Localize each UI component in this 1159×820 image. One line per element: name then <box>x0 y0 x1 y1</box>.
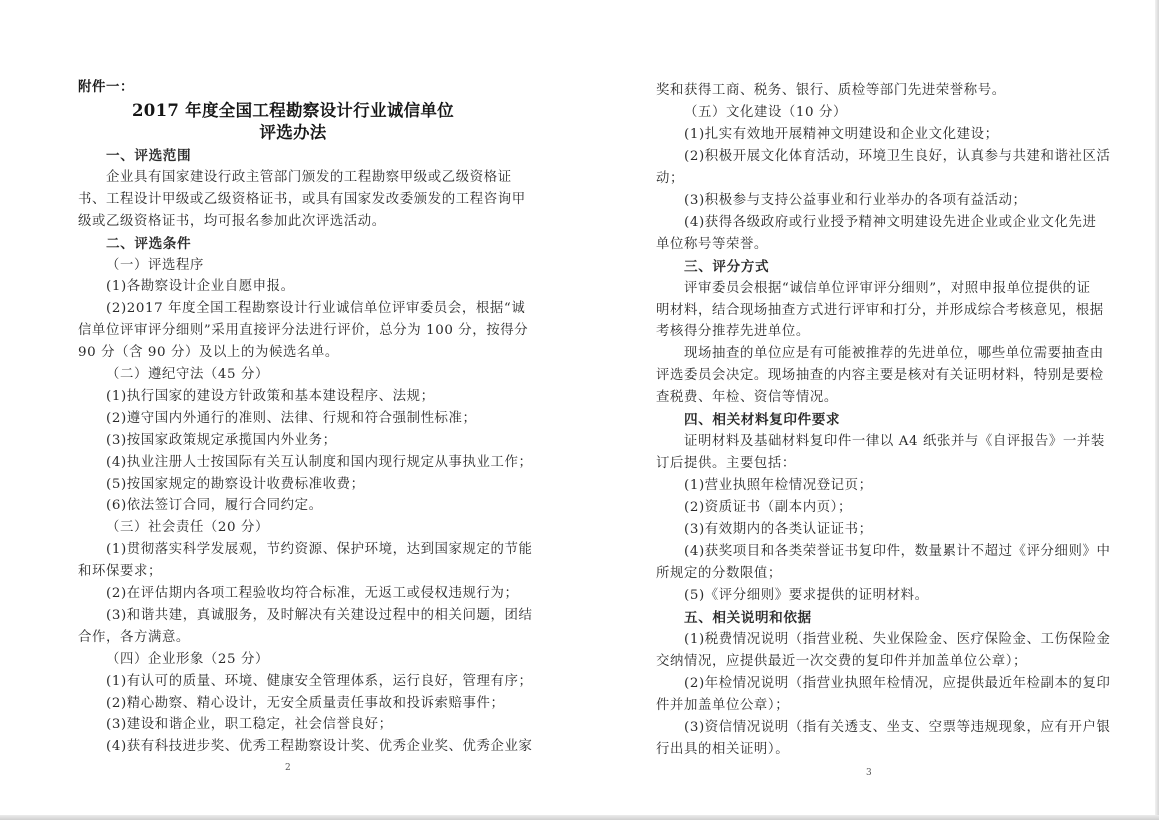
text-line: (1)各勘察设计企业自愿申报。 <box>106 279 295 295</box>
section-heading: 二、评选条件 <box>106 235 192 252</box>
text-line: 90 分（含 90 分）及以上的为候选名单。 <box>78 345 339 361</box>
text-line: 动； <box>656 170 684 186</box>
text-line: 奖和获得工商、税务、银行、质检等部门先进荣誉称号。 <box>656 83 1006 98</box>
text-line: 级或乙级资格证书，均可报名参加此次评选活动。 <box>78 213 386 229</box>
text-line: (3)建设和谐企业，职工稳定，社会信誉良好； <box>106 717 393 733</box>
text-line: 合作，各方满意。 <box>78 629 190 645</box>
text-line: (1)营业执照年检情况登记页； <box>684 478 873 494</box>
text-line: (3)有效期内的各类认证证书； <box>684 522 873 537</box>
text-line: 证明材料及基础材料复印件一律以 A4 纸张并与《自评报告》一并装 <box>684 434 1105 450</box>
page-edge-shadow-right <box>1155 0 1159 820</box>
subsection-heading: （二）遵纪守法（45 分） <box>106 367 270 382</box>
subsection-heading: （五）文化建设（10 分） <box>684 104 848 120</box>
page-number-left: 2 <box>285 763 291 773</box>
text-line: (4)获得各级政府或行业授予精神文明建设先进企业或企业文化先进 <box>684 214 1097 230</box>
text-line: 评审委员会根据“诚信单位评审评分细则”，对照申报单位提供的证 <box>684 280 1091 296</box>
section-heading: 五、相关说明和依据 <box>684 609 812 626</box>
text-line: 件并加盖单位公章）； <box>656 697 790 713</box>
text-line: (2)年检情况说明（指营业执照年检情况，应提供最近年检副本的复印 <box>684 675 1111 691</box>
text-line: (1)税费情况说明（指营业税、失业保险金、医疗保险金、工伤保险金 <box>684 631 1111 647</box>
text-line: 订后提供。主要包括： <box>656 456 796 472</box>
text-line: 评选委员会决定。现场抽查的内容主要是核对有关证明材料，特别是要检 <box>656 368 1104 384</box>
page-edge-shadow-bottom <box>0 815 1159 820</box>
subsection-heading: （三）社会责任（20 分） <box>106 520 270 536</box>
text-line: (3)按国家政策规定承揽国内外业务； <box>106 432 337 448</box>
document-subtitle: 评选办法 <box>259 123 327 142</box>
text-line: (4)获有科技进步奖、优秀工程勘察设计奖、优秀企业奖、优秀企业家 <box>106 739 533 755</box>
text-line: (1)执行国家的建设方针政策和基本建设程序、法规； <box>106 388 435 404</box>
text-line: (6)依法签订合同，履行合同约定。 <box>106 498 323 514</box>
text-line: (1)有认可的质量、环境、健康安全管理体系，运行良好，管理有序； <box>106 673 533 689</box>
text-line: (2)精心勘察、精心设计，无安全质量责任事故和投诉索赔事件； <box>106 695 505 711</box>
section-heading: 四、相关材料复印件要求 <box>684 412 841 429</box>
document-title: 2017 年度全国工程勘察设计行业诚信单位 <box>132 101 454 120</box>
text-line: 现场抽查的单位应是有可能被推荐的先进单位，哪些单位需要抽查由 <box>684 346 1104 362</box>
text-line: (4)获奖项目和各类荣誉证书复印件，数量累计不超过《评分细则》中 <box>684 543 1111 559</box>
text-line: (4)执业注册人士按国际有关互认制度和国内现行规定从事执业工作； <box>106 454 533 470</box>
text-line: 行出具的相关证明）。 <box>656 741 790 757</box>
text-line: 企业具有国家建设行政主管部门颁发的工程勘察甲级或乙级资格证 <box>106 169 512 185</box>
text-line: 考核得分推荐先进单位。 <box>656 324 810 340</box>
text-line: 和环保要求； <box>78 564 162 580</box>
subsection-heading: （四）企业形象（25 分） <box>106 651 270 667</box>
text-line: (1)贯彻落实科学发展观，节约资源、保护环境，达到国家规定的节能 <box>106 542 533 558</box>
text-line: (3)积极参与支持公益事业和行业举办的各项有益活动； <box>684 192 1027 208</box>
text-line: (2)2017 年度全国工程勘察设计行业诚信单位评审委员会，根据“诚 <box>106 301 526 317</box>
text-line: (2)在评估期内各项工程验收均符合标准，无返工或侵权违规行为； <box>106 586 519 601</box>
text-line: 信单位评审评分细则”采用直接评分法进行评价，总分为 100 分，按得分 <box>78 323 529 339</box>
subsection-heading: （一）评选程序 <box>106 257 204 273</box>
text-line: (5)《评分细则》要求提供的证明材料。 <box>684 587 929 603</box>
text-line: 所规定的分数限值； <box>656 565 782 581</box>
text-line: 交纳情况，应提供最近一次交费的复印件并加盖单位公章）； <box>656 653 1028 669</box>
section-heading: 一、评选范围 <box>106 148 192 164</box>
attachment-label: 附件一： <box>78 79 134 95</box>
text-line: (3)资信情况说明（指有关透支、坐支、空票等违规现象，应有开户银 <box>684 719 1111 735</box>
text-line: (2)资质证书（副本内页）； <box>684 500 852 516</box>
page-number-right: 3 <box>866 768 872 778</box>
section-heading: 三、评分方式 <box>684 258 770 275</box>
text-line: (1)扎实有效地开展精神文明建设和企业文化建设； <box>684 126 999 142</box>
text-line: (5)按国家规定的勘察设计收费标准收费； <box>106 476 365 492</box>
text-line: 明材料，结合现场抽查方式进行评审和打分，并形成综合考核意见，根据 <box>656 302 1104 318</box>
text-line: 单位称号等荣誉。 <box>656 236 768 252</box>
text-line: 查税费、年检、资信等情况。 <box>656 390 838 406</box>
text-line: (3)和谐共建，真诚服务，及时解决有关建设过程中的相关问题，团结 <box>106 607 533 623</box>
text-line: (2)遵守国内外通行的准则、法律、行规和符合强制性标准； <box>106 410 477 426</box>
text-line: (2)积极开展文化体育活动，环境卫生良好，认真参与共建和谐社区活 <box>684 148 1111 164</box>
text-line: 书、工程设计甲级或乙级资格证书，或具有国家发改委颁发的工程咨询甲 <box>78 191 526 207</box>
